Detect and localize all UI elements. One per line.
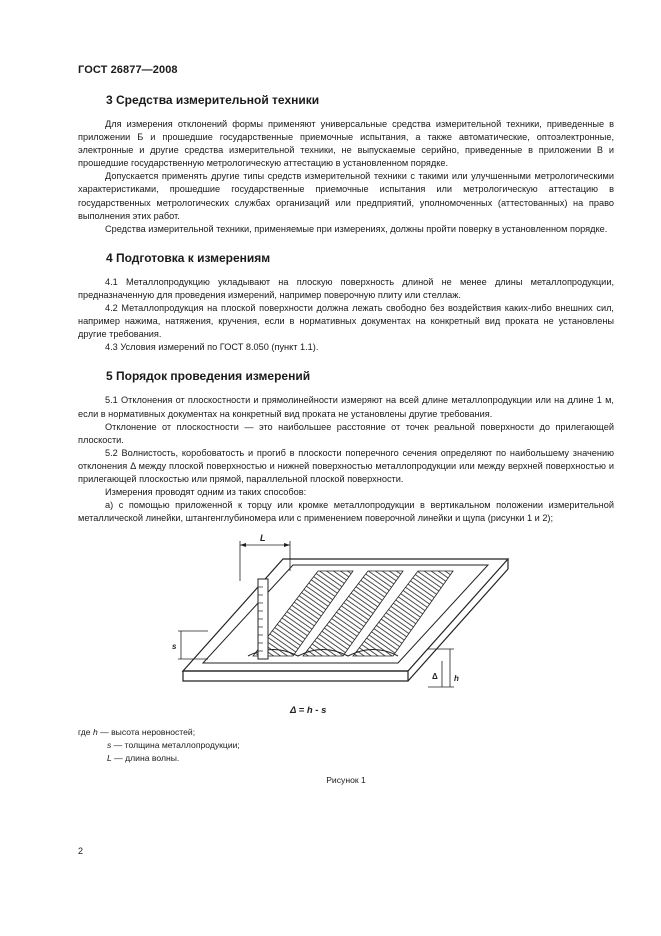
paragraph: 4.3 Условия измерений по ГОСТ 8.050 (пункт 1.1).	[105, 342, 319, 353]
section-title: 4 Подготовка к измерениям	[106, 250, 271, 265]
paragraph: Для измерения отклонений формы применяют универсальные средства измерительной техники, приведенные в приложении Б и прошедшие государственные приемочные испытания, а также автоматические, оптоэлектронные, электронные и другие средства измерительной техники, не выпускаемые серийно, приведенные в приложении В и прошедшие государственную метрологическую аттестацию в установленном порядке.	[78, 119, 614, 169]
figure-1	[78, 531, 614, 726]
paragraph: 5.1 Отклонения от плоскостности и прямолинейности измеряют на всей длине металлопродукции или на длине 1 м, если в нормативных документах на конкретный вид проката не установлены другие требования.	[78, 395, 614, 419]
document-body	[78, 92, 614, 785]
legend-item	[78, 752, 614, 765]
section-5	[78, 368, 614, 525]
paragraph: Отклонение от плоскостности — это наибольшее расстояние от точек реальной поверхности до прилегающей плоскости.	[78, 421, 614, 445]
legend-symbol: L	[107, 753, 112, 764]
section-4	[78, 250, 614, 355]
label-delta: Δ	[432, 672, 438, 682]
legend-text: — толщина металлопродукции;	[111, 740, 240, 751]
section-title: 5 Порядок проведения измерений	[106, 369, 311, 384]
legend-text: — высота неровностей;	[97, 727, 196, 738]
label-h: h	[454, 674, 459, 684]
page-number: 2	[78, 846, 84, 856]
paragraph: 4.2 Металлопродукция на плоской поверхности должна лежать свободно без воздействия каких-либо внешних сил, например нажима, натяжения, кручения, если в нормативных документах на конкретный вид проката не установлены другие требования.	[78, 303, 614, 340]
figure-legend	[78, 726, 614, 765]
legend-item	[78, 739, 614, 752]
legend-symbol: s	[107, 740, 112, 751]
measurement-diagram	[172, 531, 518, 726]
label-s: s	[172, 642, 177, 652]
paragraph: а) с помощью приложенной к торцу или кромке металлопродукции в вертикальном положении измерительной металлической линейки, штангенглубиномера или с применением поверочной линейки и щупа (рисунки 1 и 2);	[78, 500, 614, 524]
legend-item: где h — высота неровностей;	[78, 727, 196, 738]
paragraph: Допускается применять другие типы средств измерительной техники с такими или улучшенными метрологическими характеристиками, прошедшие государственные приемочные испытания или метрологическую аттестацию в государственных метрологических службах организаций или предприятий, уполномоченных (аттестованных) на право выполнения этих работ.	[78, 171, 614, 221]
paragraph: Средства измерительной техники, применяемые при измерениях, должны пройти поверку в установленном порядке.	[105, 223, 608, 234]
paragraph: 5.2 Волнистость, коробоватость и прогиб в плоскости поперечного сечения определяют по наибольшему значению отклонения Δ между плоской поверхностью и нижней поверхностью металлопродукции или между верхней поверхностью и прилегающей плоскостью или прямой, параллельной плоской поверхности.	[78, 447, 614, 484]
document-header: ГОСТ 26877—2008	[78, 64, 178, 76]
legend-symbol: h	[92, 727, 98, 738]
formula: Δ = h - s	[290, 705, 327, 717]
paragraph: 4.1 Металлопродукцию укладывают на плоскую поверхность длиной не менее длины металлопродукции, предназначенную для проведения измерений, например поверочную плиту или стеллаж.	[78, 276, 614, 300]
section-3	[78, 92, 614, 236]
figure-caption: Рисунок 1	[326, 775, 366, 786]
legend-text: — длина волны.	[111, 753, 180, 764]
paragraph: Измерения проводят одним из таких способов:	[105, 487, 307, 498]
section-title: 3 Средства измерительной техники	[106, 93, 320, 107]
label-L: L	[260, 533, 266, 544]
